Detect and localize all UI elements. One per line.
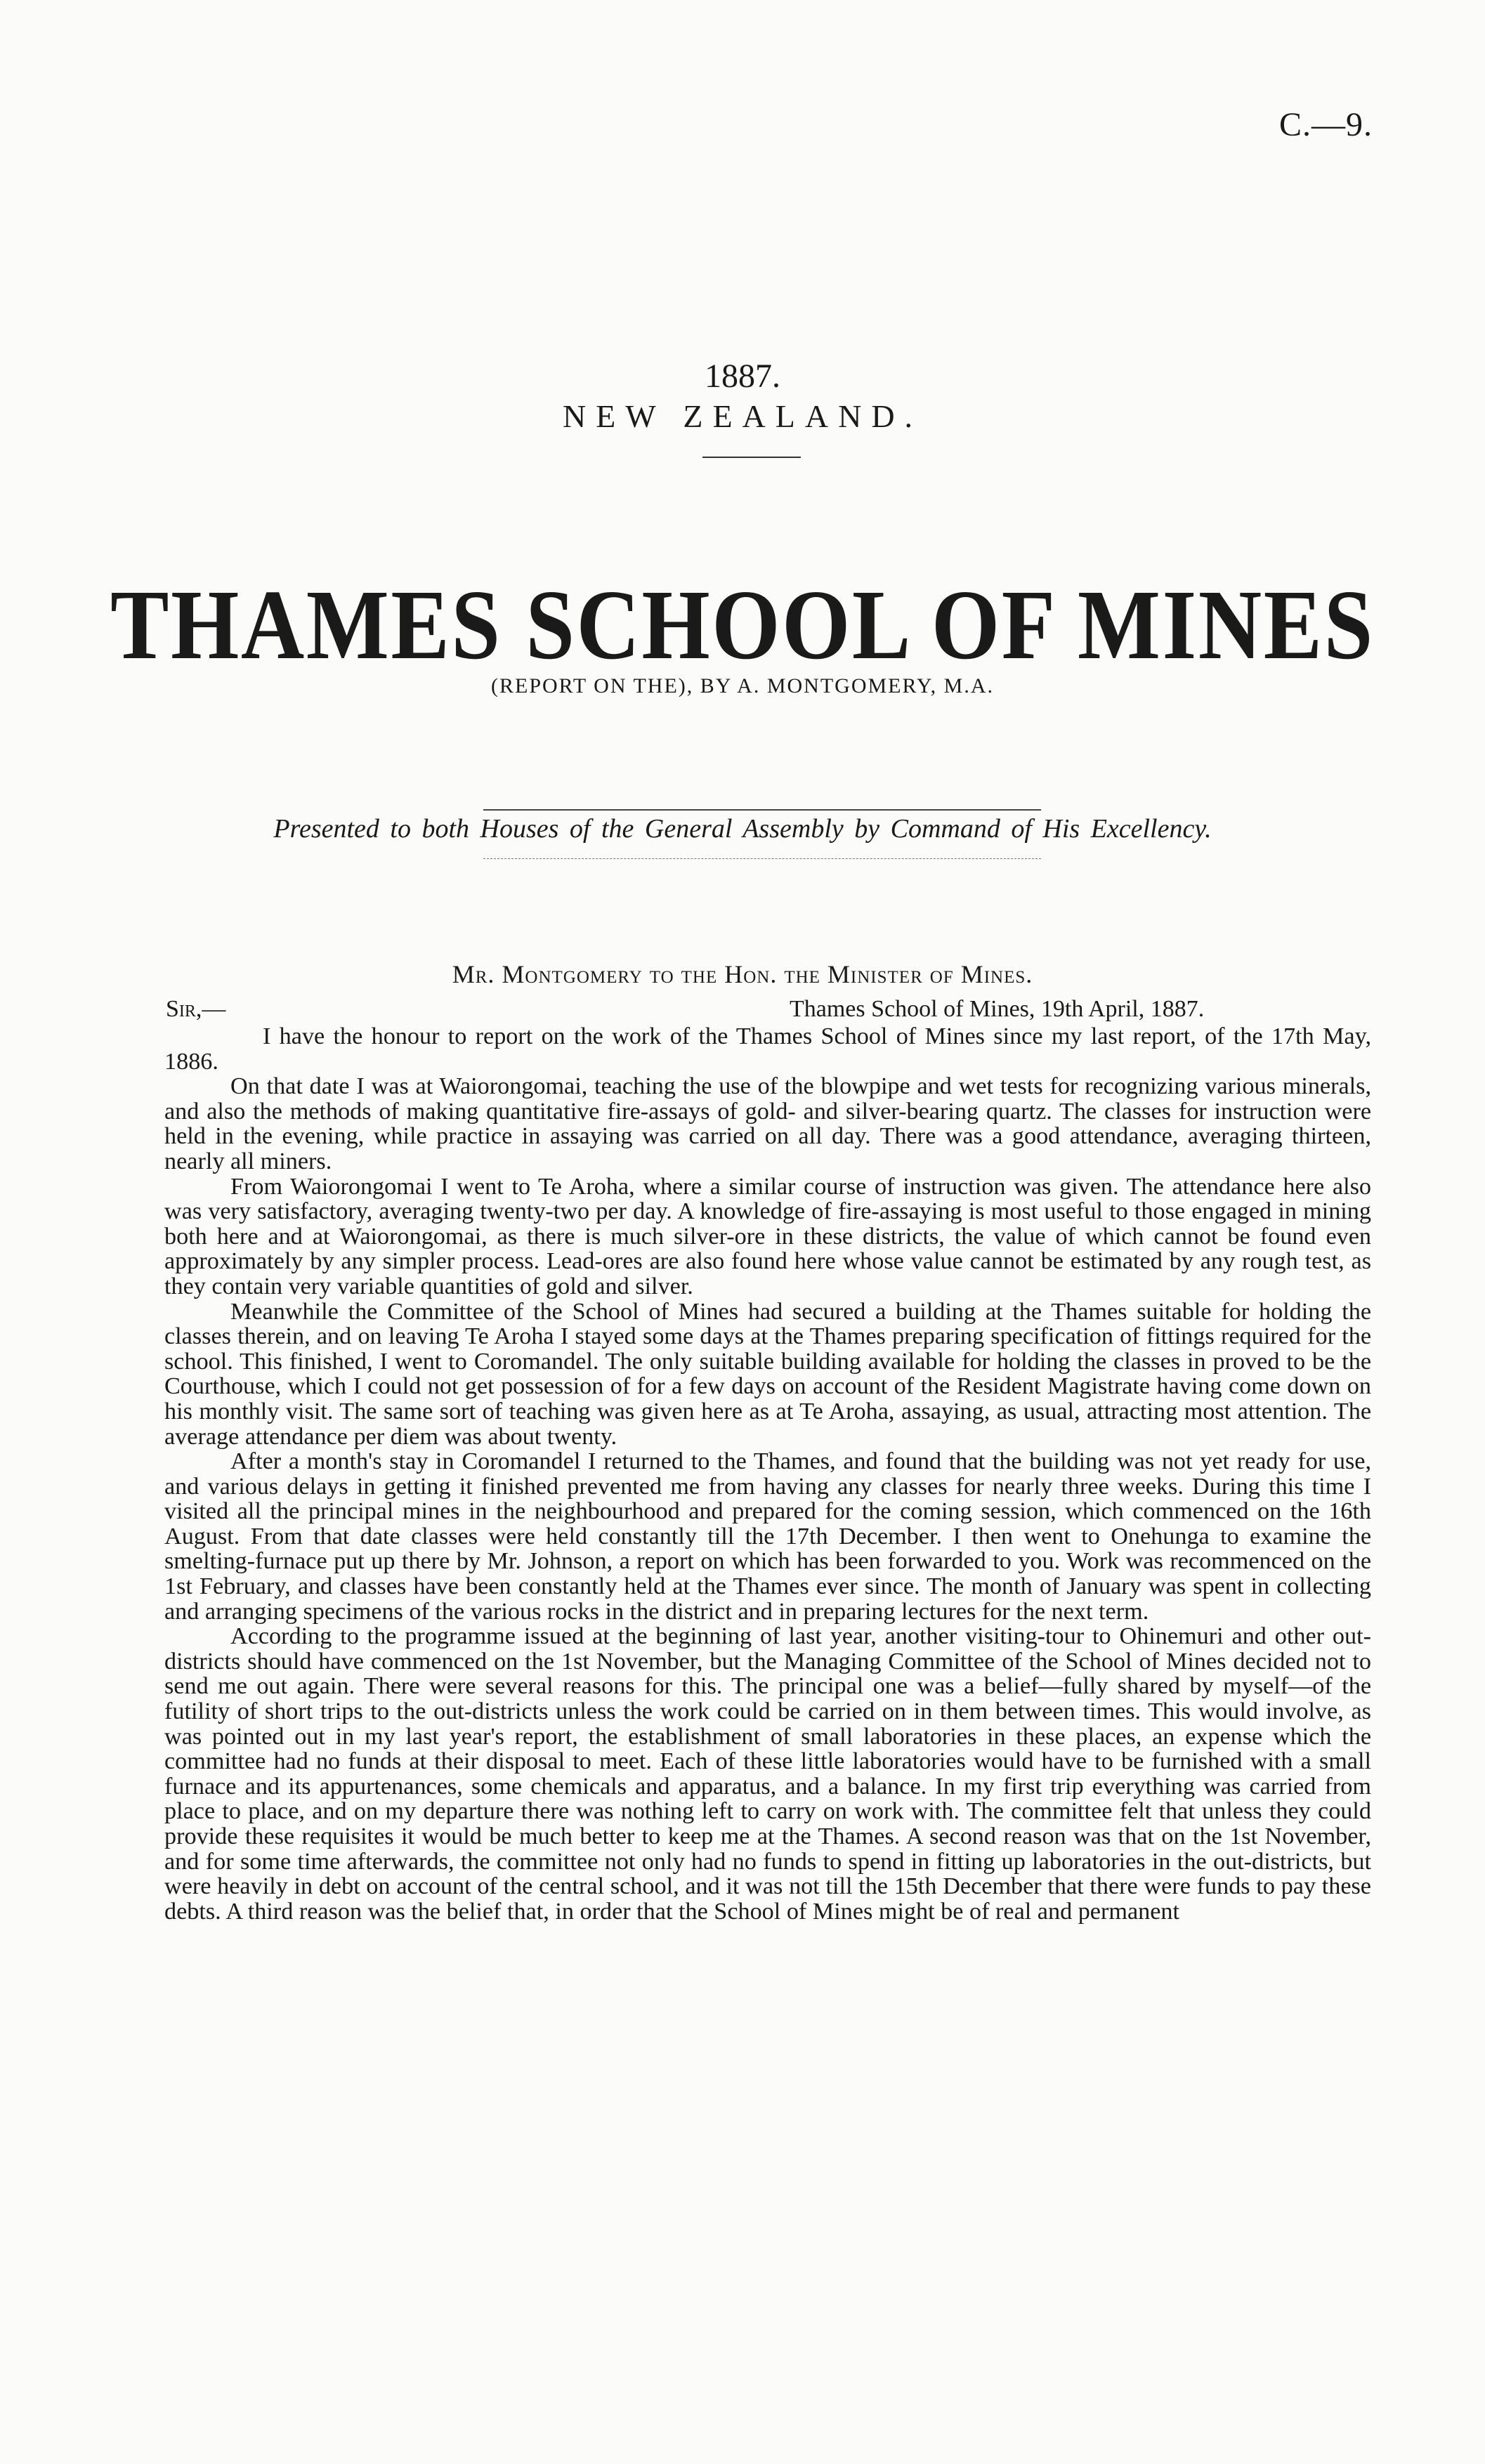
short-divider	[702, 457, 801, 458]
report-subtitle: (REPORT ON THE), BY A. MONTGOMERY, M.A.	[491, 674, 994, 697]
letter-body	[164, 1024, 1371, 1924]
document-code: C.—9.	[1278, 106, 1373, 143]
publication-year: 1887.	[705, 358, 780, 395]
letter-dateline: Thames School of Mines, 19th April, 1887.	[790, 996, 1205, 1022]
page-title: THAMES SCHOOL OF MINES	[110, 569, 1375, 680]
paragraph: After a month's stay in Coromandel I returned to the Thames, and found that the building was not yet ready for use, and various delays in getting it finished prevented me from having any classes for nearly three weeks. During this time I visited all the principal mines in the neighbourhood and prepared for the coming session, which commenced on the 16th August. From that date classes were held constantly till the 17th December. I then went to Onehunga to examine the smelting-furnace put up there by Mr. Johnson, a report on which has been forwarded to you. Work was recommenced on the 1st February, and classes have been constantly held at the Thames ever since. The month of January was spent in collecting and arranging specimens of the various rocks in the district and in preparing lectures for the next term.	[164, 1448, 1371, 1625]
paragraph: I have the honour to report on the work of the Thames School of Mines since my last report, of the 17th May, 1886.	[164, 1023, 1371, 1075]
paragraph: On that date I was at Waiorongomai, teaching the use of the blowpipe and wet tests for recognizing various minerals, and also the methods of making quantitative fire-assays of gold- and silver-bearing quartz. The classes for instruction were held in the evening, while practice in assaying was carried on all day. There was a good attendance, averaging thirteen, nearly all miners.	[164, 1073, 1371, 1174]
presented-top-divider	[483, 809, 1041, 811]
letter-heading: Mr. Montgomery to the Hon. the Minister of Mines.	[452, 960, 1033, 988]
presented-bottom-divider	[483, 858, 1041, 859]
paragraph: According to the programme issued at the beginning of last year, another visiting-tour to Ohinemuri and other out-districts should have commenced on the 1st November, but the Managing Committee of the School of Mines decided not to send me out again. There were several reasons for this. The principal one was a belief—fully shared by myself—of the futility of short trips to the out-districts unless the work could be carried on in them between times. This would involve, as was pointed out in my last year's report, the establishment of small laboratories in these places, an expense which the committee had no funds at their disposal to meet. Each of these little laboratories would have to be furnished with a small furnace and its appurtenances, some chemicals and apparatus, and a balance. In my first trip everything was carried from place to place, and on my departure there was nothing left to carry on work with. The committee felt that unless they could provide these requisites it would be much better to keep me at the Thames. A second reason was that on the 1st November, and for some time afterwards, the committee not only had no funds to spend in fitting up laboratories in the out-districts, but were heavily in debt on account of the central school, and it was not till the 15th December that there were funds to pay these debts. A third reason was the belief that, in order that the School of Mines might be of real and permanent	[164, 1623, 1371, 1925]
country-heading: NEW ZEALAND.	[562, 398, 923, 434]
paragraph: Meanwhile the Committee of the School of Mines had secured a building at the Thames suitable for holding the classes therein, and on leaving Te Aroha I stayed some days at the Thames preparing specification of fittings required for the school. This finished, I went to Coromandel. The only suitable building available for holding the classes in proved to be the Courthouse, which I could not get possession of for a few days on account of the Resident Magistrate having come down on his monthly visit. The same sort of teaching was given here as at Te Aroha, assaying, as usual, attracting most attention. The average attendance per diem was about twenty.	[164, 1298, 1371, 1450]
presented-line: Presented to both Houses of the General Assembly by Command of His Excellency.	[273, 814, 1212, 844]
letter-salutation: Sir,—	[166, 996, 226, 1022]
paragraph: From Waiorongomai I went to Te Aroha, where a similar course of instruction was given. The attendance here also was very satisfactory, averaging twenty-two per day. A knowledge of fire-assaying is most useful to those engaged in mining both here and at Waiorongomai, as there is much silver-ore in these districts, the value of which cannot be found even approximately by any simpler process. Lead-ores are also found here whose value cannot be estimated by any rough test, as they contain very variable quantities of gold and silver.	[164, 1173, 1371, 1299]
